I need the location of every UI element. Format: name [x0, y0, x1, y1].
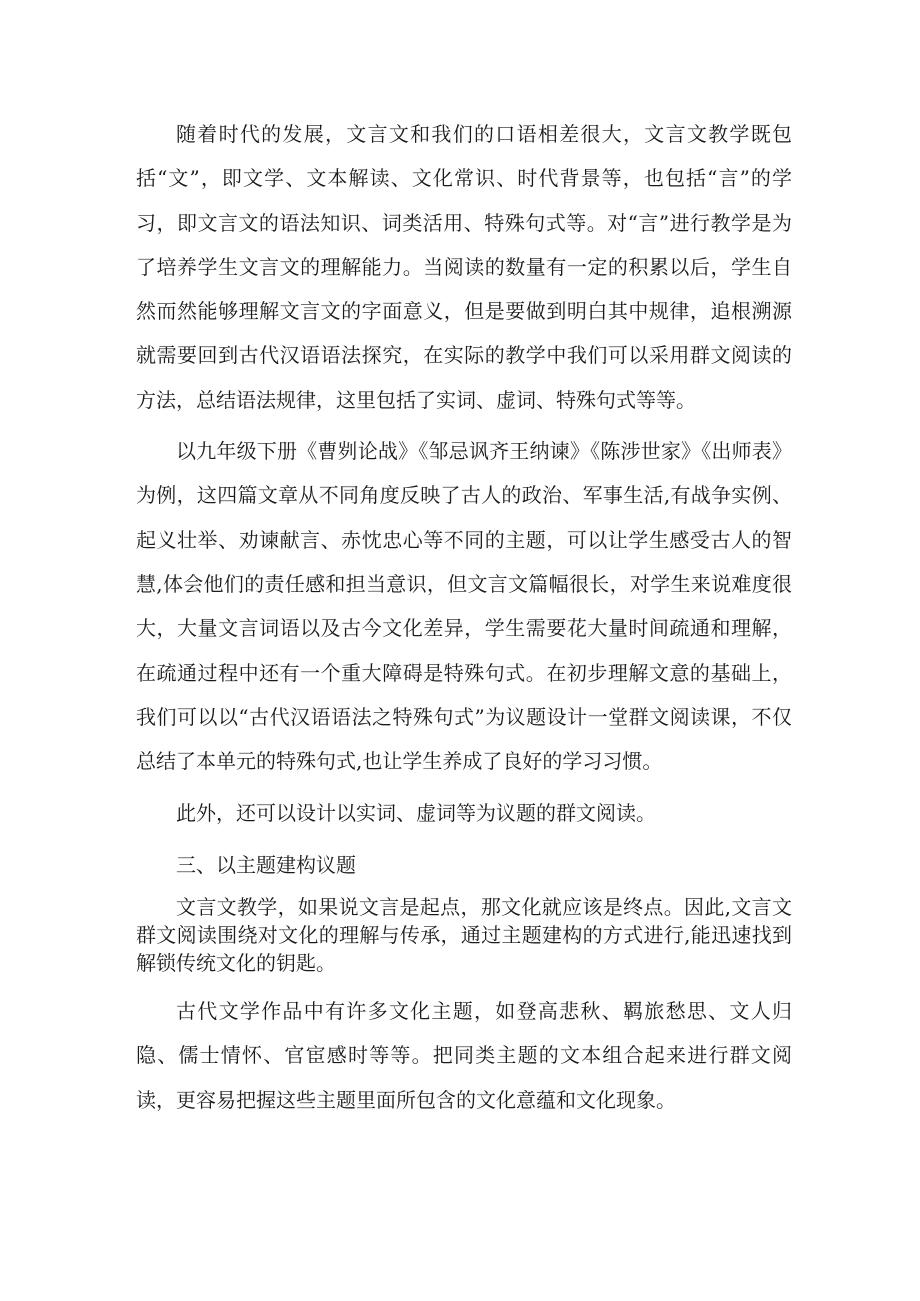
paragraph-additional-topics: 此外，还可以设计以实词、虚词等为议题的群文阅读。: [176, 801, 656, 826]
section-heading: 三、以主题建构议题: [176, 852, 356, 877]
paragraph-classical-chinese-teaching: 随着时代的发展，文言文和我们的口语相差很大，文言文教学既包括“文”，即文学、文本解读、文化常识、时代背景等，也包括“言”的学习，即文言文的语法知识、词类活用、特殊句式等。对“言”进行教学是为了培养学生文言文的理解能力。当阅读的数量有一定的积累以后，学生自然而然能够理解文言文的字面意义，但是要做到明白其中规律，追根溯源就需要回到古代汉语语法探究，在实际的教学中我们可以采用群文阅读的方法，总结语法规律，这里包括了实词、虚词、特殊句式等等。: [136, 122, 792, 412]
paragraph-grade-nine-example: 以九年级下册《曹刿论战》《邹忌讽齐王纳谏》《陈涉世家》《出师表》为例，这四篇文章从不同角度反映了古人的政治、军事生活,有战争实例、起义壮举、劝谏献言、赤忱忠心等不同的主题，可以让学生感受古人的智慧,体会他们的责任感和担当意识，但文言文篇幅很长，对学生来说难度很大，大量文言词语以及古今文化差异，学生需要花大量时间疏通和理解，在疏通过程中还有一个重大障碍是特殊句式。在初步理解文意的基础上，我们可以以“古代汉语语法之特殊句式”为议题设计一堂群文阅读课，不仅总结了本单元的特殊句式,也让学生养成了良好的学习习惯。: [136, 439, 792, 774]
paragraph-cultural-themes: 古代文学作品中有许多文化主题，如登高悲秋、羁旅愁思、文人归隐、儒士情怀、官宦感时等等。把同类主题的文本组合起来进行群文阅读，更容易把握这些主题里面所包含的文化意蕴和文化现象。: [136, 999, 792, 1112]
paragraph-culture-endpoint: 文言文教学，如果说文言是起点，那文化就应该是终点。因此,文言文群文阅读围绕对文化的理解与传承，通过主题建构的方式进行,能迅速找到解锁传统文化的钥匙。: [136, 895, 792, 976]
document-page: [136, 112, 792, 1122]
